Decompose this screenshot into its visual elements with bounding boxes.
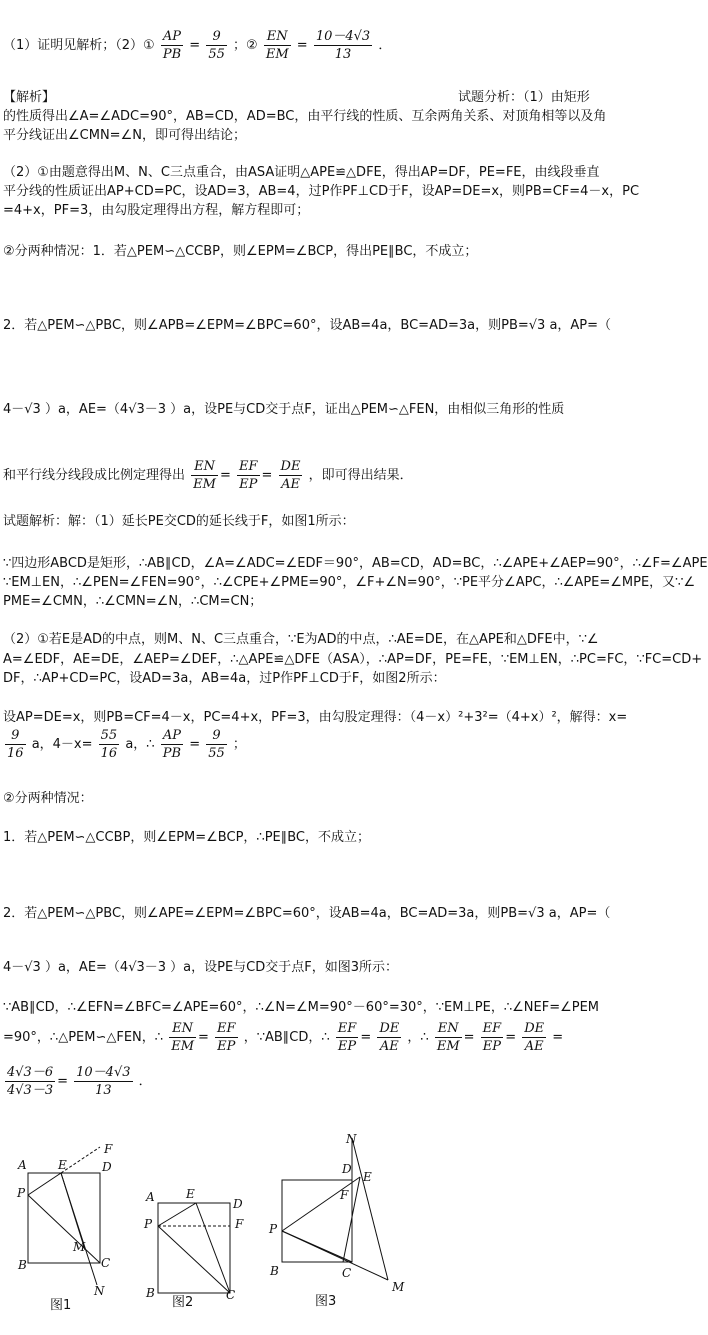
fraction: $\frac{9}{55}$: [208, 728, 225, 761]
fraction: $\frac{DE}{AE}$: [379, 1021, 400, 1054]
analysis-line: 平分线的性质证出AP+CD=PC，设AD=3，AB=4，过P作PF⊥CD于F，设AP=DE=x，则PB=CF=4－x，PC: [3, 184, 640, 199]
label-f: F: [104, 1142, 113, 1156]
analysis-line: （2）①由题意得出M、N、C三点重合，由ASA证明△APE≌△DFE，得出AP=DF，PE=FE，由线段垂直: [3, 165, 600, 180]
label-f: F: [340, 1188, 349, 1202]
label-c: C: [226, 1288, 236, 1302]
label-b: B: [270, 1264, 279, 1278]
fraction: $\frac{10-4√3}{13}$: [76, 1065, 131, 1098]
fraction: $\frac{EF}{EP}$: [482, 1021, 502, 1054]
label-p: P: [17, 1186, 26, 1200]
solution-line: A=∠EDF，AE=DE，∠AEP=∠DEF，∴△APE≌△DFE（ASA），∴AP=DF，PE=FE，∵EM⊥EN，∴PC=FC，∵FC=CD+: [3, 652, 703, 667]
analysis-line: 2．若△PEM∽△PBC，则∠APB=∠EPM=∠BPC=60°，设AB=4a，BC=AD=3a，则PB=√3 a，AP=（: [3, 318, 612, 333]
fraction: $\frac{EN}{EM}$: [171, 1021, 195, 1054]
solution-line: DF，∴AP+CD=PC，设AD=3a，AB=4a，过P作PF⊥CD于F，如图2所示：: [3, 671, 446, 686]
label-p: P: [269, 1222, 278, 1236]
analysis-line-fractions: 和平行线分线段成比例定理得出 $\frac{EN}{EM}$ = $\frac{EF}{EP}$ = $\frac{DE}{AE}$ ，即可得出结果．: [3, 459, 413, 492]
figure-2: [158, 1203, 230, 1293]
label-d: D: [102, 1160, 112, 1174]
fraction: $\frac{EN}{EM}$: [436, 1021, 460, 1054]
answer-part1: （1）证明见解析；（2）①: [3, 38, 155, 53]
solution-line: ∵EM⊥EN，∴∠PEN=∠FEN=90°，∴∠CPE+∠PME=90°，∠F+∠N=90°，∵PE平分∠APC，∴∠APE=∠MPE，又∵∠: [3, 575, 696, 590]
label-d: D: [233, 1197, 243, 1211]
caption-figure-2: 图2: [172, 1295, 194, 1310]
analysis-line: 平分线证出∠CMN=∠N，即可得出结论；: [3, 128, 246, 143]
label-m: M: [73, 1240, 86, 1254]
fraction: $\frac{EF}{EP}$: [239, 459, 258, 492]
label-p: P: [144, 1217, 153, 1231]
analysis-intro: 试题分析：（1）由矩形: [458, 90, 590, 105]
solution-final-line: $\frac{4√3-6}{4√3-3}$ = $\frac{10-4√3}{13}$ ．: [7, 1065, 152, 1098]
fraction-ap-pb: $\frac{AP}{PB}$: [162, 29, 182, 62]
solution-line: 4－√3 ）a，AE=（4√3－3 ）a，设PE与CD交于点F，如图3所示：: [3, 960, 399, 975]
label-c: C: [342, 1266, 352, 1280]
solution-line: 1．若△PEM∽△CCBP，则∠EPM=∠BCP，∴PE∥BC，不成立；: [3, 830, 371, 845]
analysis-line: =4+x，PF=3，由勾股定理得出方程，解方程即可；: [3, 203, 310, 218]
label-d: D: [342, 1162, 352, 1176]
label-n: N: [94, 1284, 105, 1298]
fraction: $\frac{55}{16}$: [100, 728, 118, 761]
solution-line: 2．若△PEM∽△PBC，则∠APE=∠EPM=∠BPC=60°，设AB=4a，BC=AD=3a，则PB=√3 a，AP=（: [3, 906, 611, 921]
fraction: $\frac{DE}{AE}$: [524, 1021, 545, 1054]
label-c: C: [101, 1256, 111, 1270]
fraction: $\frac{9}{16}$: [7, 728, 24, 761]
label-a: A: [146, 1190, 155, 1204]
fraction: $\frac{DE}{AE}$: [280, 459, 301, 492]
fraction-result: $\frac{10-4√3}{13}$: [315, 29, 371, 62]
label-m: M: [392, 1280, 405, 1294]
label-e: E: [363, 1170, 372, 1184]
solution-line-fractions: =90°，∴△PEM∽△FEN，∴ $\frac{EN}{EM}$ = $\frac{EF}{EP}$ ，∵AB∥CD，∴ $\frac{EF}{EP}$ = $\frac{DE}{AE}$ ，∴ $\frac{EN}{EM}$ = $\frac{EF}{EP}$ = $\frac{DE}{AE}$ =: [3, 1021, 564, 1054]
fraction-9-55: $\frac{9}{55}$: [208, 29, 225, 62]
label-e: E: [58, 1158, 67, 1172]
caption-figure-3: 图3: [315, 1294, 337, 1309]
label-n: N: [346, 1132, 357, 1146]
fraction: $\frac{AP}{PB}$: [162, 728, 182, 761]
analysis-title: 【解析】: [3, 90, 56, 105]
solution-line: （2）①若E是AD的中点，则M、N、C三点重合，∵E为AD的中点，∴AE=DE，在△APE和△DFE中，∵∠: [3, 632, 599, 647]
solution-line: 设AP=DE=x，则PB=CF=4－x，PC=4+x，PF=3，由勾股定理得：（4－x）²+3²=（4+x）²，解得：x=: [3, 710, 628, 725]
fraction: $\frac{4√3-6}{4√3-3}$: [7, 1065, 54, 1098]
caption-figure-1: 图1: [50, 1298, 72, 1313]
figure-3: [282, 1138, 388, 1280]
label-b: B: [146, 1286, 155, 1300]
fraction: $\frac{EF}{EP}$: [337, 1021, 357, 1054]
solution-line: ∵四边形ABCD是矩形，∴AB∥CD，∠A=∠ADC=∠EDF＝90°，AB=CD，AD=BC，∴∠APE+∠AEP=90°，∴∠F=∠APE: [3, 556, 708, 571]
label-a: A: [18, 1158, 27, 1172]
solution-line: 试题解析：解：（1）延长PE交CD的延长线于F，如图1所示：: [3, 514, 355, 529]
solution-line: ∵AB∥CD，∴∠EFN=∠BFC=∠APE=60°，∴∠N=∠M=90°－60°=30°，∵EM⊥PE，∴∠NEF=∠PEM: [3, 1000, 600, 1015]
solution-line: PME=∠CMN，∴∠CMN=∠N，∴CM=CN；: [3, 594, 263, 609]
fraction: $\frac{EF}{EP}$: [217, 1021, 236, 1054]
solution-line: ②分两种情况：: [3, 791, 93, 806]
analysis-line: ②分两种情况：1．若△PEM∽△CCBP，则∠EPM=∠BCP，得出PE∥BC，不成立；: [3, 244, 478, 259]
label-b: B: [18, 1258, 27, 1272]
solution-line-fractions: $\frac{9}{16}$ a，4－x= $\frac{55}{16}$ a，∴ $\frac{AP}{PB}$ = $\frac{9}{55}$ ；: [7, 728, 246, 761]
label-f: F: [235, 1217, 244, 1231]
analysis-line: 4－√3 ）a，AE=（4√3－3 ）a，设PE与CD交于点F，证出△PEM∽△FEN，由相似三角形的性质: [3, 402, 565, 417]
analysis-line: 的性质得出∠A=∠ADC=90°，AB=CD，AD=BC，由平行线的性质、互余两角关系、对顶角相等以及角: [3, 109, 607, 124]
label-e: E: [186, 1187, 195, 1201]
analysis-header: [3, 88, 627, 107]
fraction: $\frac{EN}{EM}$: [193, 459, 216, 492]
answer-line: （1）证明见解析；（2）① $\frac{AP}{PB}$ = $\frac{9}{55}$ ；② $\frac{EN}{EM}$ = $\frac{10-4√3}{13}$ ．: [3, 29, 392, 62]
fraction-en-em: $\frac{EN}{EM}$: [265, 29, 289, 62]
